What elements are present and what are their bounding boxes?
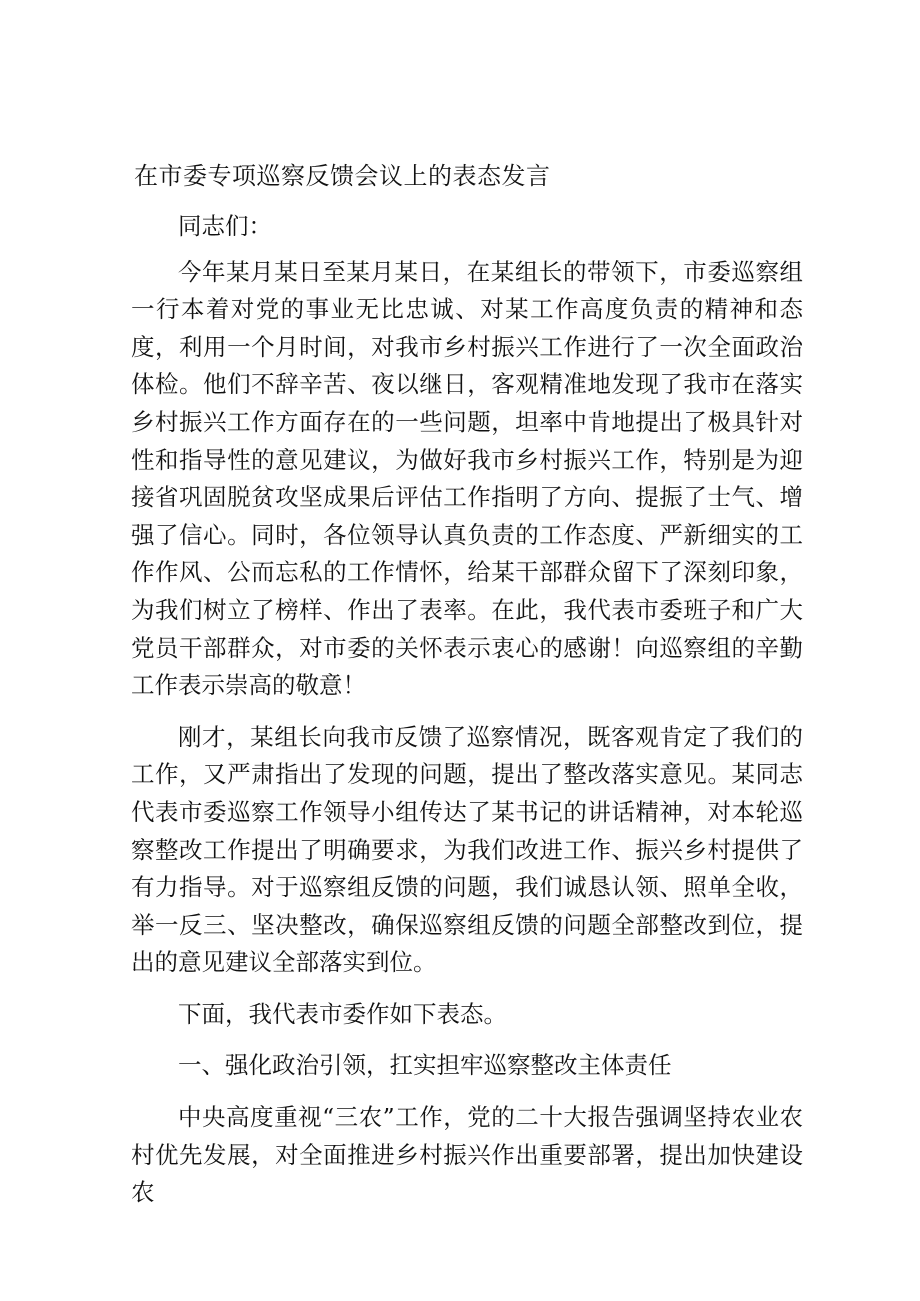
section-heading: 一、强化政治引领，扛实担牢巡察整改主体责任 (178, 1051, 672, 1080)
salutation: 同志们： (178, 212, 272, 240)
page-title: 在市委专项巡察反馈会议上的表态发言 (134, 162, 551, 190)
paragraph-opening: 今年某月某日至某月某日，在某组长的带领下，市委巡察组一行本着对党的事业无比忠诚、对某工作高度负责的精神和态度，利用一个月时间，对我市乡村振兴工作进行了一次全面政治体检。他们不辞辛苦、夜以继日，客观精准地发现了我市在落实乡村振兴工作方面存在的一些问题，坦率中肯地提出了极具针对性和指导性的意见建议，为做好我市乡村振兴工作，特别是为迎接省巩固脱贫攻坚成果后评估工作指明了方向、提振了士气、增强了信心。同时，各位领导认真负责的工作态度、严新细实的工作作风、公而忘私的工作情怀，给某干部群众留下了深刻印象，为我们树立了榜样、作出了表率。在此，我代表市委班子和广大党员干部群众，对市委的关怀表示衷心的感谢！向巡察组的辛勤工作表示崇高的敬意！ (131, 257, 803, 700)
paragraph-section-one: 中央高度重视“三农”工作，党的二十大报告强调坚持农业农村优先发展，对全面推进乡村振兴作出重要部署，提出加快建设农 (131, 1103, 803, 1207)
paragraph-statement-intro: 下面，我代表市委作如下表态。 (178, 999, 507, 1028)
document-body (131, 208, 803, 1226)
paragraph-feedback: 刚才，某组长向我市反馈了巡察情况，既客观肯定了我们的工作，又严肃指出了发现的问题，提出了整改落实意见。某同志代表市委巡察工作领导小组传达了某书记的讲话精神，对本轮巡察整改工作提出了明确要求，为我们改进工作、振兴乡村提供了有力指导。对于巡察组反馈的问题，我们诚恳认领、照单全收，举一反三、坚决整改，确保巡察组反馈的问题全部整改到位，提出的意见建议全部落实到位。 (131, 722, 803, 977)
